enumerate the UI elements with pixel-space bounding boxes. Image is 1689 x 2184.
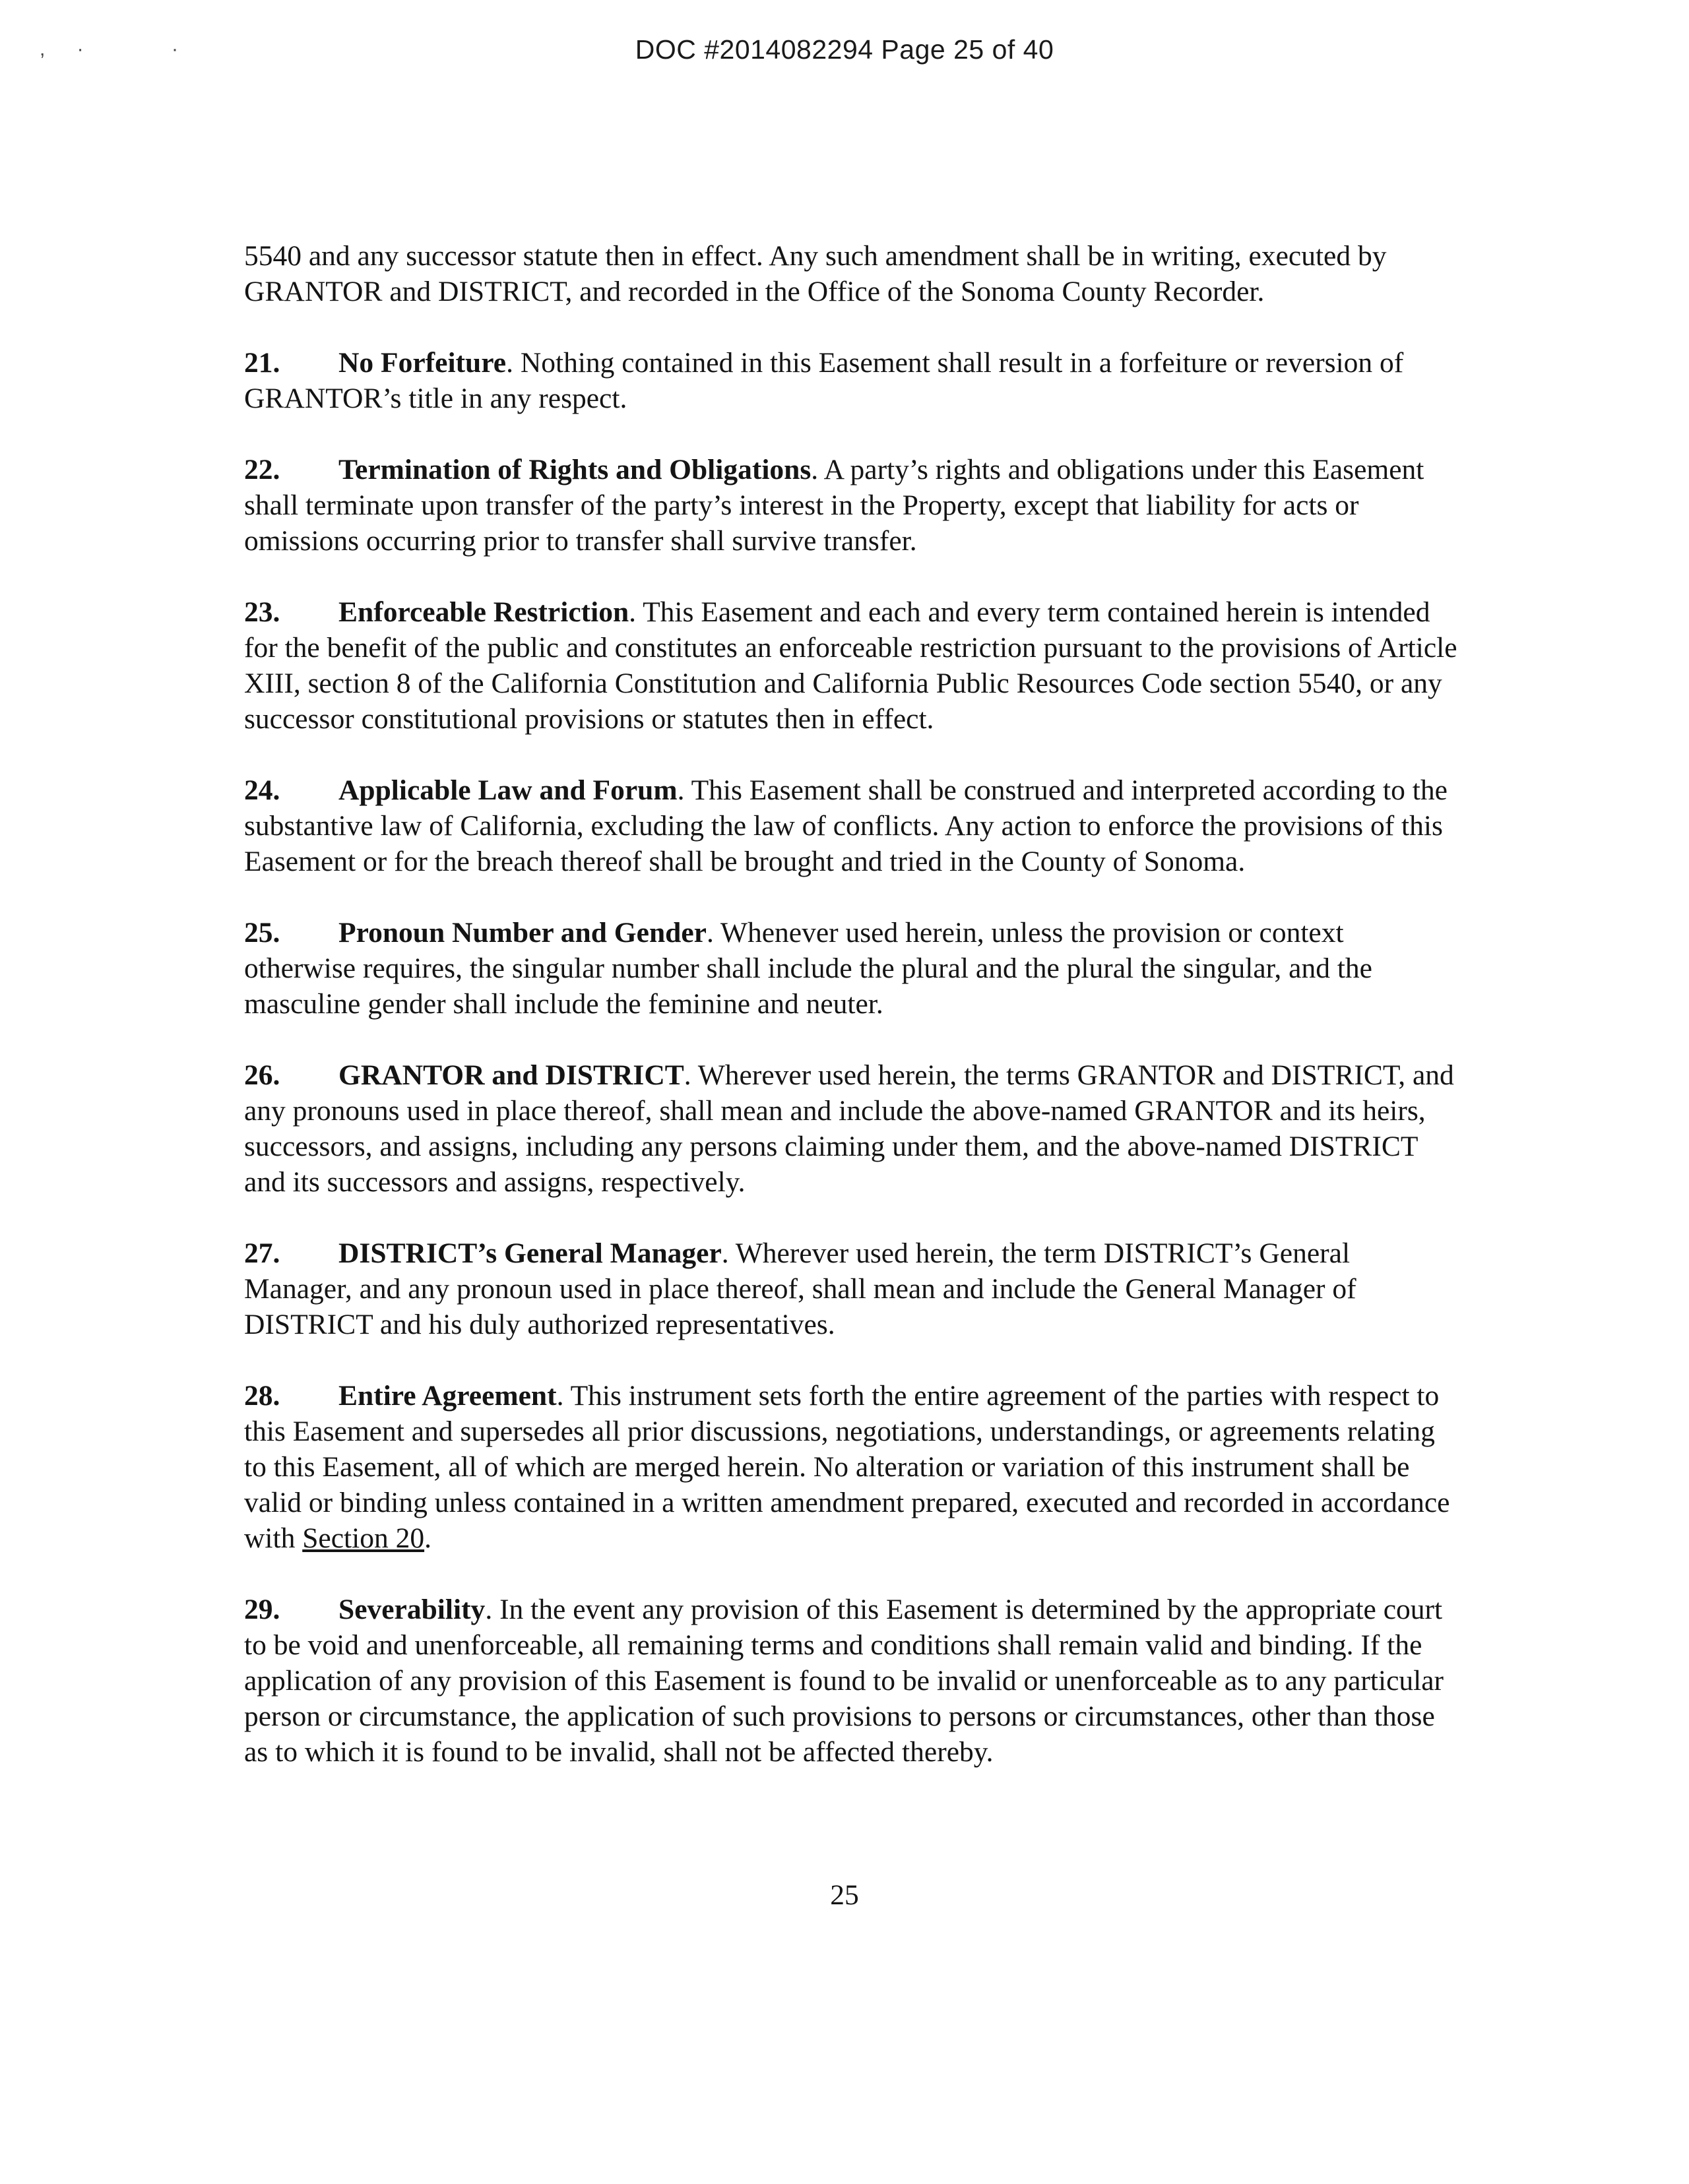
section-number: 22. xyxy=(244,454,280,485)
section-number: 28. xyxy=(244,1380,280,1412)
section-text: . A party’s rights and obligations under this Easement shall terminate upon transfer of the party’s interest in the Property, except that liability for acts or omissions occurring prior to transfer shall survive transfer. xyxy=(244,454,1424,557)
section-28 xyxy=(244,1378,1458,1556)
section-text: . In the event any provision of this Easement is determined by the appropriate court to be void and unenforceable, all remaining terms and conditions shall remain valid and binding. If the application of any provision of this Easement is found to be invalid or unenforceable as to any particular person or circumstance, the application of such provisions to persons or circumstances, other than those as to which it is found to be invalid, shall not be affected thereby. xyxy=(244,1594,1444,1768)
section-heading: No Forfeiture xyxy=(338,347,507,379)
section-text-tail: . xyxy=(424,1522,431,1554)
section-23 xyxy=(244,594,1458,737)
document-body xyxy=(244,238,1458,1805)
section-number: 27. xyxy=(244,1237,280,1269)
scan-specks: , · · xyxy=(40,38,191,60)
section-text: . Whenever used herein, unless the provision or context otherwise requires, the singular number shall include the plural and the plural the singular, and the masculine gender shall include the feminine and neuter. xyxy=(244,917,1372,1020)
section-text: . Nothing contained in this Easement shall result in a forfeiture or reversion of GRANTOR’s title in any respect. xyxy=(244,347,1404,414)
section-26 xyxy=(244,1057,1458,1200)
section-heading: Entire Agreement xyxy=(338,1380,557,1412)
section-heading: Severability xyxy=(338,1594,486,1625)
page-number: 25 xyxy=(830,1879,859,1911)
section-text: . This Easement and each and every term contained herein is intended for the benefit of the public and constitutes an enforceable restriction pursuant to the provisions of Article XIII, section 8 of the California Constitution and California Public Resources Code section 5540, or any successor constitutional provisions or statutes then in effect. xyxy=(244,596,1457,735)
intro-paragraph: 5540 and any successor statute then in effect. Any such amendment shall be in writing, executed by GRANTOR and DISTRICT, and recorded in the Office of the Sonoma County Recorder. xyxy=(244,240,1387,307)
section-heading: Applicable Law and Forum xyxy=(338,774,678,806)
section-number: 26. xyxy=(244,1059,280,1091)
section-27 xyxy=(244,1235,1458,1342)
section-number: 23. xyxy=(244,596,280,628)
section-21 xyxy=(244,345,1458,416)
section-heading: DISTRICT’s General Manager xyxy=(338,1237,722,1269)
section-heading: Pronoun Number and Gender xyxy=(338,917,707,949)
section-number: 21. xyxy=(244,347,280,379)
section-heading: Enforceable Restriction xyxy=(338,596,629,628)
section-24 xyxy=(244,772,1458,879)
section-heading: GRANTOR and DISTRICT xyxy=(338,1059,684,1091)
section-text: . This Easement shall be construed and interpreted according to the substantive law of California, excluding the law of conflicts. Any action to enforce the provisions of this Easement or for the breach thereof shall be brought and tried in the County of Sonoma. xyxy=(244,774,1448,877)
section-number: 25. xyxy=(244,917,280,949)
section-number: 29. xyxy=(244,1594,280,1625)
section-text: . Wherever used herein, the terms GRANTOR and DISTRICT, and any pronouns used in place thereof, shall mean and include the above-named GRANTOR and its heirs, successors, and assigns, including any persons claiming under them, and the above-named DISTRICT and its successors and assigns, respectively. xyxy=(244,1059,1454,1198)
section-25 xyxy=(244,915,1458,1022)
document-stamp-header: DOC #2014082294 Page 25 of 40 xyxy=(635,34,1054,65)
section-heading: Termination of Rights and Obligations xyxy=(338,454,812,485)
section-20-reference: Section 20 xyxy=(302,1522,425,1554)
section-22 xyxy=(244,452,1458,559)
section-29 xyxy=(244,1592,1458,1770)
section-text: . Wherever used herein, the term DISTRICT’s General Manager, and any pronoun used in place thereof, shall mean and include the General Manager of DISTRICT and his duly authorized representatives. xyxy=(244,1237,1356,1340)
section-number: 24. xyxy=(244,774,280,806)
section-text: . This instrument sets forth the entire agreement of the parties with respect to this Easement and supersedes all prior discussions, negotiations, understandings, or agreements relating to this Easement, all of which are merged herein. No alteration or variation of this instrument shall be valid or binding unless contained in a written amendment prepared, executed and recorded in accordance with xyxy=(244,1380,1450,1554)
